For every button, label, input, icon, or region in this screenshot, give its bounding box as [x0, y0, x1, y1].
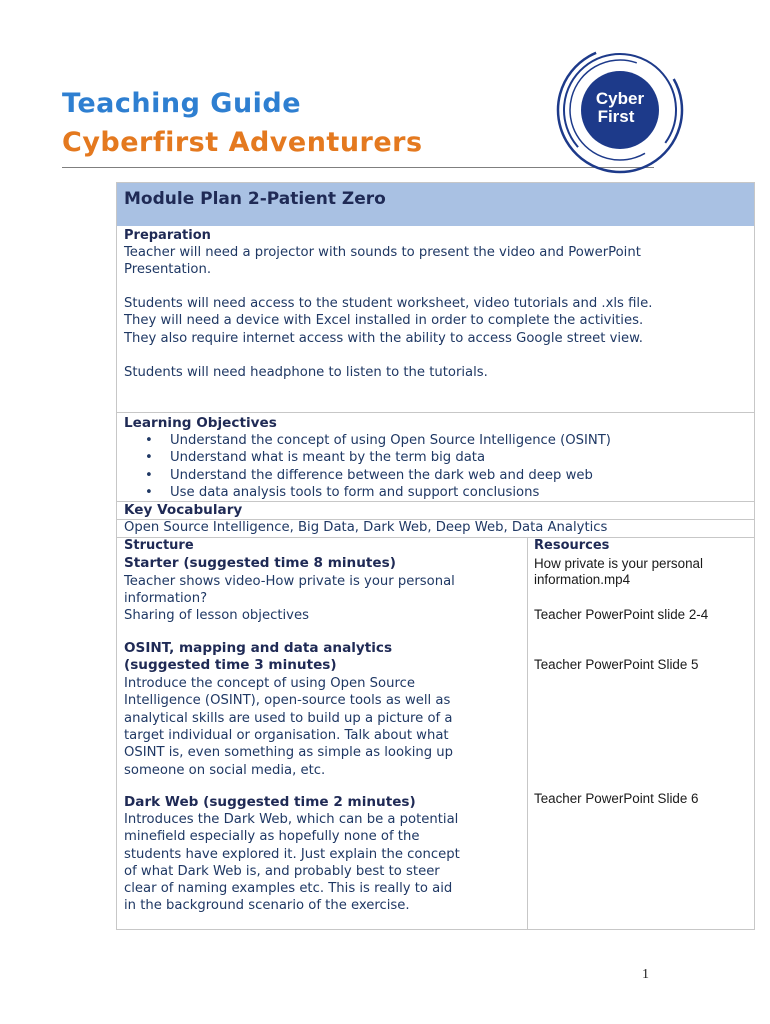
title-cyberfirst-adventurers: Cyberfirst Adventurers — [62, 127, 423, 158]
preparation-label: Preparation — [124, 228, 211, 243]
section-text: of what Dark Web is, and probably best to steer — [124, 864, 440, 879]
learning-objectives-list — [145, 432, 611, 502]
preparation-text: Students will need headphone to listen to the tutorials. — [124, 365, 488, 380]
section-text: in the background scenario of the exercise. — [124, 898, 410, 913]
section-heading: OSINT, mapping and data analytics — [124, 640, 393, 656]
resources-label: Resources — [534, 538, 610, 553]
preparation-text: They will need a device with Excel installed in order to complete the activities. — [124, 313, 644, 328]
section-text: target individual or organisation. Talk about what — [124, 728, 449, 743]
resource-text: Teacher PowerPoint Slide 5 — [534, 657, 699, 672]
resource-text: How private is your personal — [534, 556, 703, 571]
section-heading: (suggested time 3 minutes) — [124, 657, 337, 673]
row-divider — [117, 537, 754, 538]
section-text: clear of naming examples etc. This is really to aid — [124, 881, 453, 896]
resource-text: Teacher PowerPoint slide 2-4 — [534, 607, 709, 622]
section-text: students have explored it. Just explain the concept — [124, 847, 460, 862]
section-heading: Dark Web (suggested time 2 minutes) — [124, 794, 416, 810]
key-vocabulary-label: Key Vocabulary — [124, 502, 243, 518]
section-text: Teacher shows video-How private is your personal — [124, 574, 455, 589]
preparation-text: Students will need access to the student worksheet, video tutorials and .xls file. — [124, 296, 653, 311]
section-text: information? — [124, 591, 208, 606]
module-plan-table — [116, 182, 755, 930]
section-text: Intelligence (OSINT), open-source tools as well as — [124, 693, 451, 708]
cyberfirst-logo — [552, 42, 688, 178]
logo-text-cyber: Cyber — [595, 89, 645, 108]
section-heading: Starter (suggested time 8 minutes) — [124, 555, 396, 571]
module-title-row — [117, 183, 754, 226]
list-item: • Use data analysis tools to form and support conclusions — [145, 484, 611, 501]
section-text: OSINT is, even something as simple as looking up — [124, 745, 454, 760]
section-text: analytical skills are used to build up a picture of a — [124, 711, 453, 726]
section-text: minefield especially as hopefully none of the — [124, 829, 420, 844]
list-item: • Understand the difference between the dark web and deep web — [145, 467, 611, 484]
section-text: Sharing of lesson objectives — [124, 608, 309, 623]
section-text: someone on social media, etc. — [124, 763, 326, 778]
title-teaching-guide: Teaching Guide — [62, 88, 302, 119]
section-text: Introduces the Dark Web, which can be a potential — [124, 812, 459, 827]
module-title: Module Plan 2-Patient Zero — [124, 189, 386, 209]
preparation-text: Presentation. — [124, 262, 212, 277]
resource-text: information.mp4 — [534, 572, 631, 587]
page-number: 1 — [642, 967, 649, 982]
learning-objectives-label: Learning Objectives — [124, 415, 277, 431]
section-text: Introduce the concept of using Open Source — [124, 676, 415, 691]
structure-label: Structure — [124, 538, 194, 553]
preparation-text: They also require internet access with the ability to access Google street view. — [124, 331, 643, 346]
list-item: • Understand the concept of using Open Source Intelligence (OSINT) — [145, 432, 611, 449]
logo-text-first: First — [597, 107, 635, 126]
resource-text: Teacher PowerPoint Slide 6 — [534, 791, 699, 806]
list-item: • Understand what is meant by the term big data — [145, 449, 611, 466]
row-divider — [117, 412, 754, 413]
preparation-text: Teacher will need a projector with sounds to present the video and PowerPoint — [124, 245, 641, 260]
column-divider — [527, 537, 528, 930]
key-vocabulary-text: Open Source Intelligence, Big Data, Dark Web, Deep Web, Data Analytics — [124, 520, 608, 535]
